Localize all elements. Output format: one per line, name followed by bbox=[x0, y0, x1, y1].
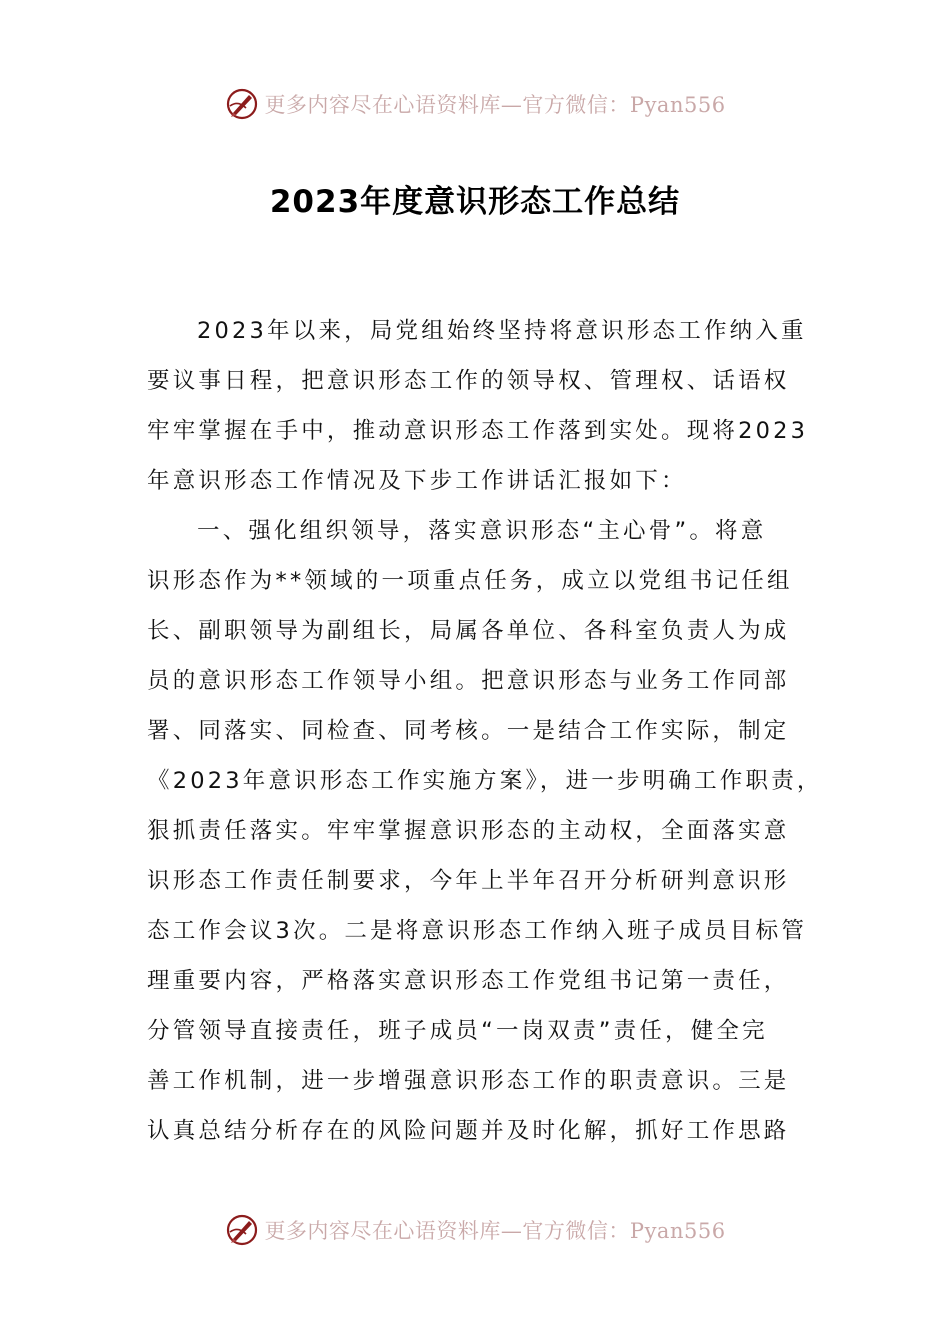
body-line: 态工作会议3次。二是将意识形态工作纳入班子成员目标管 bbox=[147, 918, 808, 944]
body-line: 识形态作为**领域的一项重点任务，成立以党组书记任组 bbox=[147, 568, 793, 594]
body-line: 署、同落实、同检查、同考核。一是结合工作实际，制定 bbox=[147, 718, 790, 744]
header-watermark-text: 更多内容尽在心语资料库—官方微信：Pyan556 bbox=[264, 93, 726, 117]
body-line: 2023年以来，局党组始终坚持将意识形态工作纳入重 bbox=[197, 318, 807, 344]
pen-logo-icon bbox=[224, 86, 260, 122]
header-watermark-banner bbox=[0, 84, 950, 124]
footer-watermark-text: 更多内容尽在心语资料库—官方微信：Pyan556 bbox=[264, 1219, 726, 1243]
body-line: 分管领导直接责任，班子成员“一岗双责”责任，健全完 bbox=[147, 1018, 768, 1044]
body-line: 牢牢掌握在手中，推动意识形态工作落到实处。现将2023 bbox=[147, 418, 809, 444]
body-line: 理重要内容，严格落实意识形态工作党组书记第一责任， bbox=[147, 968, 790, 994]
body-line: 员的意识形态工作领导小组。把意识形态与业务工作同部 bbox=[147, 668, 790, 694]
document-body bbox=[147, 306, 823, 1156]
footer-watermark-banner bbox=[0, 1210, 950, 1250]
body-line: 《2023年意识形态工作实施方案》，进一步明确工作职责， bbox=[147, 768, 823, 794]
body-line: 要议事日程，把意识形态工作的领导权、管理权、话语权 bbox=[147, 368, 790, 394]
body-line: 认真总结分析存在的风险问题并及时化解，抓好工作思路 bbox=[147, 1118, 790, 1144]
body-line: 识形态工作责任制要求，今年上半年召开分析研判意识形 bbox=[147, 868, 790, 894]
body-line: 善工作机制，进一步增强意识形态工作的职责意识。三是 bbox=[147, 1068, 790, 1094]
body-line: 一、强化组织领导，落实意识形态“主心骨”。将意 bbox=[197, 518, 767, 544]
body-line: 年意识形态工作情况及下步工作讲话汇报如下： bbox=[147, 468, 687, 494]
body-line: 狠抓责任落实。牢牢掌握意识形态的主动权，全面落实意 bbox=[147, 818, 790, 844]
pen-logo-icon bbox=[224, 1212, 260, 1248]
body-line: 长、副职领导为副组长，局属各单位、各科室负责人为成 bbox=[147, 618, 790, 644]
document-title: 2023年度意识形态工作总结 bbox=[269, 184, 681, 220]
